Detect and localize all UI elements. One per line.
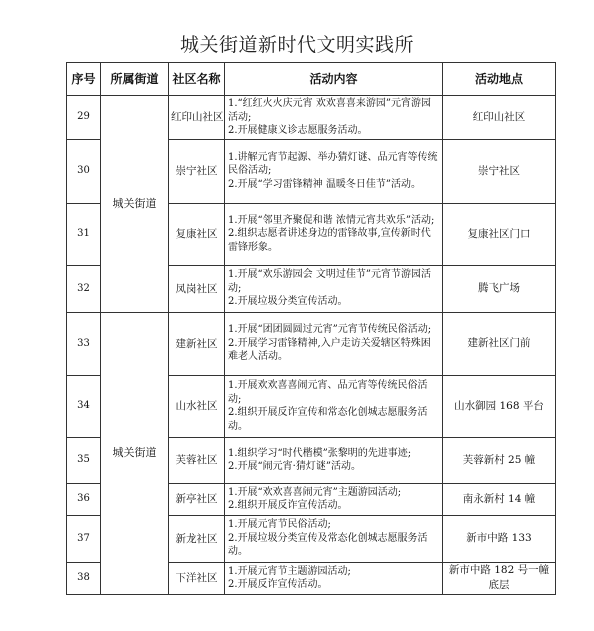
table-row bbox=[67, 96, 556, 140]
activity-location bbox=[443, 96, 556, 140]
row-number: 34 bbox=[67, 375, 101, 437]
activity-content bbox=[225, 312, 443, 375]
activity-line: 1.开展“欢乐游园会 文明过佳节”元宵节游园活动; bbox=[228, 269, 431, 294]
location-line: 崇宁社区 bbox=[478, 164, 520, 177]
activity-table bbox=[66, 62, 556, 595]
activity-line: 2.组织志愿者讲述身边的雷锋故事,宣传新时代雷锋形象。 bbox=[228, 228, 431, 253]
community-name: 新龙社区 bbox=[169, 515, 225, 562]
location-line: 新市中路 182 号一幢 bbox=[448, 564, 550, 576]
community-name: 下洋社区 bbox=[169, 562, 225, 594]
header-num: 序号 bbox=[67, 63, 101, 96]
activity-location bbox=[443, 203, 556, 265]
location-line: 底层 bbox=[488, 579, 510, 591]
street-cell: 城关街道 bbox=[101, 96, 169, 313]
activity-location bbox=[443, 375, 556, 437]
activity-line: 1.组织学习“时代楷模”张黎明的先进事迹; bbox=[228, 447, 412, 459]
location-line: 新市中路 133 bbox=[466, 532, 532, 544]
location-line: 建新社区门前 bbox=[467, 337, 531, 349]
activity-line: 1.开展“邻里齐聚促和谐 浓情元宵共欢乐”活动; bbox=[228, 214, 435, 226]
activity-location bbox=[443, 483, 556, 515]
activity-content bbox=[225, 265, 443, 312]
activity-line: 2.开展垃圾分类宣传活动。 bbox=[228, 296, 348, 308]
activity-location bbox=[443, 562, 556, 594]
location-line: 红印山社区 bbox=[472, 110, 526, 123]
row-number: 32 bbox=[67, 265, 101, 312]
location-line: 腾飞广场 bbox=[478, 282, 520, 294]
activity-location bbox=[443, 312, 556, 375]
activity-content bbox=[225, 483, 443, 515]
table-header-row bbox=[67, 63, 556, 96]
activity-line: 2.开展学习雷锋精神,入户走访关爱辖区特殊困难老人活动。 bbox=[228, 337, 431, 363]
activity-location bbox=[443, 437, 556, 483]
header-location: 活动地点 bbox=[443, 63, 556, 96]
community-name: 复康社区 bbox=[169, 203, 225, 265]
community-name: 新亭社区 bbox=[169, 483, 225, 515]
row-number: 35 bbox=[67, 437, 101, 483]
activity-line: 2.组织开展反诈宣传和常态化创城志愿服务活动。 bbox=[228, 407, 428, 432]
page-title: 城关街道新时代文明实践所 bbox=[179, 34, 414, 56]
activity-line: 2.开展“闹元宵·猜灯谜”活动。 bbox=[228, 461, 361, 472]
row-number: 38 bbox=[67, 562, 101, 594]
activity-content bbox=[225, 515, 443, 562]
activity-location bbox=[443, 139, 556, 203]
activity-location bbox=[443, 515, 556, 562]
activity-line: 1.“红红火火庆元宵 欢欢喜喜来游园”元宵游园活动; bbox=[228, 98, 431, 123]
row-number: 36 bbox=[67, 483, 101, 515]
activity-content bbox=[225, 562, 443, 594]
activity-content bbox=[225, 375, 443, 437]
location-line: 南永新村 14 幢 bbox=[462, 492, 536, 505]
row-number: 29 bbox=[67, 96, 101, 140]
community-name: 建新社区 bbox=[169, 312, 225, 375]
activity-content bbox=[225, 96, 443, 140]
header-community: 社区名称 bbox=[169, 63, 225, 96]
activity-line: 2.组织开展反诈宣传活动。 bbox=[228, 500, 348, 511]
row-number: 31 bbox=[67, 203, 101, 265]
activity-content bbox=[225, 203, 443, 265]
activity-line: 2.开展垃圾分类宣传及常态化创城志愿服务活动。 bbox=[228, 532, 428, 558]
activity-line: 1.开展“欢欢喜喜闹元宵”主题游园活动; bbox=[228, 486, 402, 498]
activity-line: 2.开展反诈宣传活动。 bbox=[228, 579, 328, 590]
activity-line: 1.开展元宵节民俗活动; bbox=[228, 519, 331, 531]
activity-location bbox=[443, 265, 556, 312]
location-line: 芙蓉新村 25 幢 bbox=[462, 453, 536, 466]
community-name: 崇宁社区 bbox=[169, 139, 225, 203]
activity-content bbox=[225, 139, 443, 203]
row-number: 33 bbox=[67, 312, 101, 375]
header-street: 所属街道 bbox=[101, 63, 169, 96]
row-number: 30 bbox=[67, 139, 101, 203]
location-line: 山水御园 168 平台 bbox=[454, 399, 544, 412]
community-name: 红印山社区 bbox=[169, 96, 225, 140]
activity-content bbox=[225, 437, 443, 483]
row-number: 37 bbox=[67, 515, 101, 562]
activity-line: 1.讲解元宵节起源、举办猜灯谜、品元宵等传统民俗活动; bbox=[228, 151, 438, 177]
location-line: 复康社区门口 bbox=[467, 227, 531, 240]
community-name: 山水社区 bbox=[169, 375, 225, 437]
street-cell: 城关街道 bbox=[101, 312, 169, 594]
table-row bbox=[67, 312, 556, 375]
activity-line: 2.开展“学习雷锋精神 温暖冬日佳节”活动。 bbox=[228, 178, 421, 190]
community-name: 凤岗社区 bbox=[169, 265, 225, 312]
header-content: 活动内容 bbox=[225, 63, 443, 96]
activity-line: 2.开展健康义诊志愿服务活动。 bbox=[228, 125, 368, 136]
activity-line: 1.开展欢欢喜喜闹元宵、品元宵等传统民俗活动; bbox=[228, 380, 428, 405]
activity-line: 1.开展元宵节主题游园活动; bbox=[228, 565, 351, 577]
community-name: 芙蓉社区 bbox=[169, 437, 225, 483]
activity-line: 1.开展“团团圆圆过元宵”元宵节传统民俗活动; bbox=[228, 324, 432, 336]
